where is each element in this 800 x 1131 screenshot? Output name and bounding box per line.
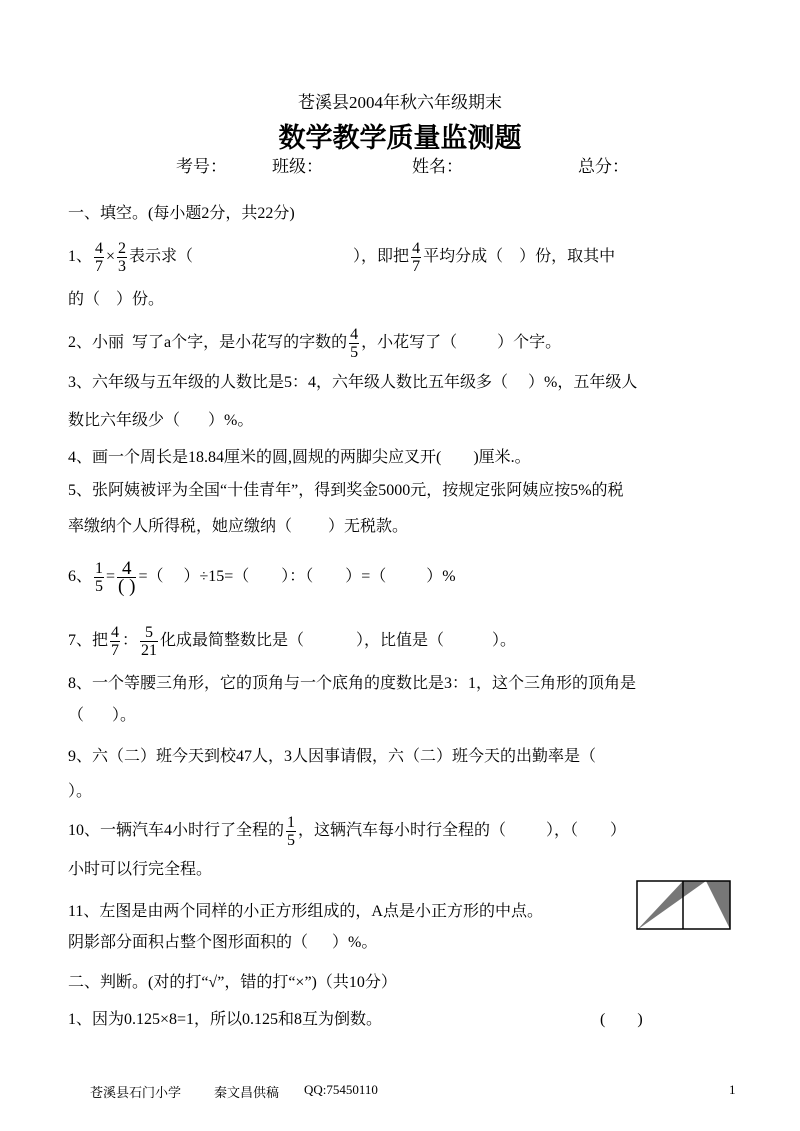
question-8: 8、一个等腰三角形，它的顶角与一个底角的度数比是3：1，这个三角形的顶角是 <box>68 675 637 692</box>
q-text: ，小花写了（ ）个字。 <box>361 334 562 352</box>
question-9-cont: ）。 <box>68 783 93 800</box>
question-1 <box>68 240 615 275</box>
question-3-cont: 数比六年级少（ ）%。 <box>68 412 254 429</box>
fraction: $\frac{4}{( )}$ <box>118 558 136 597</box>
question-11: 11、左图是由两个同样的小正方形组成的，A点是小正方形的中点。 <box>68 903 543 920</box>
q-num: 1、 <box>68 248 93 266</box>
fraction: $\frac{1}{5}$ <box>287 814 296 849</box>
question-9: 9、六（二）班今天到校47人，3人因事请假，六（二）班今天的出勤率是（ <box>68 748 597 765</box>
field-name: 姓名： <box>412 157 463 176</box>
footer-qq: QQ:75450110 <box>304 1082 378 1097</box>
field-total: 总分： <box>578 157 629 176</box>
section1-heading: 一、填空。(每小题2分，共22分) <box>68 205 295 222</box>
question-10 <box>68 814 626 849</box>
question-10-cont: 小时可以行完全程。 <box>68 861 213 878</box>
question-5: 5、张阿姨被评为全国“十佳青年”，得到奖金5000元，按规定张阿姨应按5%的税 <box>68 482 624 499</box>
q-text: 表示求（ ），即把 <box>129 248 410 266</box>
exam-title: 数学教学质量监测题 <box>278 123 522 153</box>
q-text: 化成最简整数比是（ ），比值是（ ）。 <box>160 632 517 650</box>
shaded-triangle-right <box>706 881 730 929</box>
fraction: $\frac{4}{7}$ <box>412 240 421 275</box>
question-3: 3、六年级与五年级的人数比是5：4，六年级人数比五年级多（ ）%，五年级人 <box>68 374 638 391</box>
answer-blank: ( ) <box>600 1011 643 1028</box>
question-2 <box>68 326 561 361</box>
footer-school: 苍溪县石门小学 <box>90 1085 182 1100</box>
q-text: =（ ）÷15=（ ）：（ ）=（ ）% <box>138 568 456 586</box>
fraction: $\frac{5}{21}$ <box>141 624 158 659</box>
q-num: 6、 <box>68 568 93 586</box>
page-number: 1 <box>729 1082 736 1097</box>
two-squares-figure <box>634 878 734 934</box>
section2-heading: 二、判断。(对的打“√”，错的打“×”)（共10分） <box>68 974 397 991</box>
q-text: ，这辆汽车每小时行全程的（ ），（ ） <box>298 822 627 840</box>
colon: ： <box>122 632 139 650</box>
field-class: 班级： <box>272 157 323 176</box>
question-6 <box>68 560 456 595</box>
q-text: 10、一辆汽车4小时行了全程的 <box>68 822 285 840</box>
question-7 <box>68 624 516 659</box>
judge-question-1: 1、因为0.125×8=1，所以0.125和8互为倒数。 <box>68 1011 383 1028</box>
question-11-cont: 阴影部分面积占整个图形面积的（ ）%。 <box>68 934 378 951</box>
footer-author: 秦文昌供稿 <box>214 1085 280 1100</box>
question-5-cont: 率缴纳个人所得税，她应缴纳（ ）无税款。 <box>68 518 409 535</box>
shaded-triangle-left <box>637 881 706 930</box>
times-sign: × <box>106 248 116 266</box>
fraction: $\frac{2}{3}$ <box>118 240 127 275</box>
q-text: 7、把 <box>68 632 109 650</box>
fraction: $\frac{4}{7}$ <box>95 240 104 275</box>
fraction: $\frac{4}{7}$ <box>111 624 120 659</box>
question-4: 4、画一个周长是18.84厘米的圆,圆规的两脚尖应叉开( )厘米.。 <box>68 449 531 466</box>
question-1-cont: 的（ ）份。 <box>68 291 165 308</box>
equals: = <box>106 568 116 586</box>
q-text: 2、小丽 写了a个字，是小花写的字数的 <box>68 334 348 352</box>
field-exam-number: 考号： <box>176 157 227 176</box>
q-text: 平均分成（ ）份，取其中 <box>423 248 616 266</box>
fraction: $\frac{4}{5}$ <box>350 326 359 361</box>
exam-subtitle: 苍溪县2004年秋六年级期末 <box>298 93 502 112</box>
question-8-cont: （ ）。 <box>68 707 137 724</box>
fraction: $\frac{1}{5}$ <box>95 560 104 595</box>
